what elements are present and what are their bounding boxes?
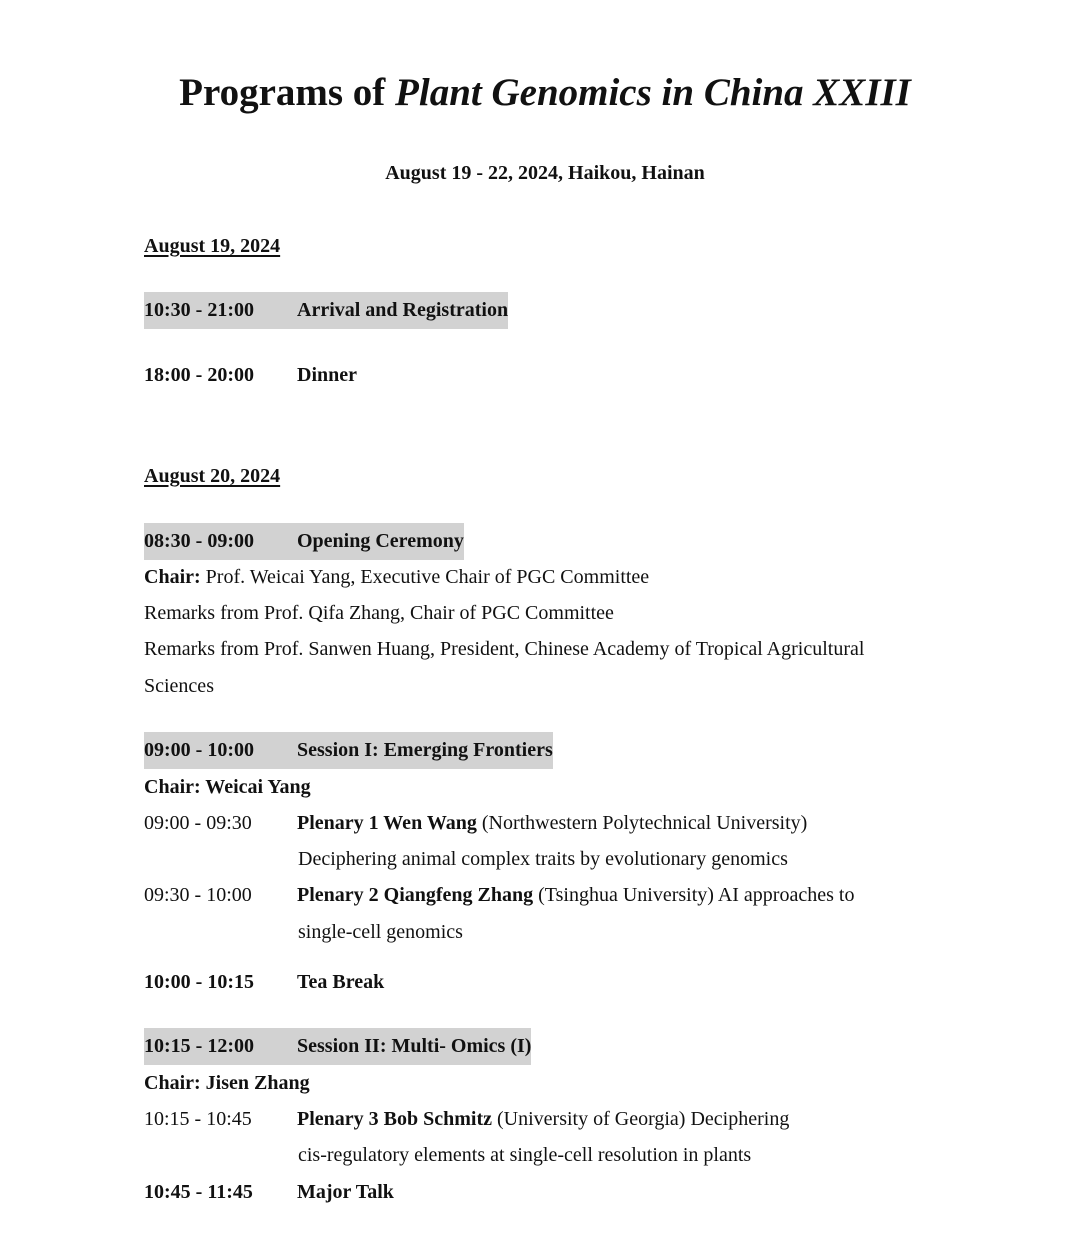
opening-remarks-2: Remarks from Prof. Sanwen Huang, President, Chinese Academy of Tropical Agricultural (144, 638, 865, 660)
talk-row-plenary1: 09:00 - 09:30 Plenary 1 Wen Wang (Northwestern Polytechnical University) (144, 812, 808, 834)
schedule-row-session1: 09:00 - 10:00 Session I: Emerging Frontiers (144, 739, 553, 762)
page-title: Programs of Plant Genomics in China XXIII (179, 71, 911, 114)
schedule-row-major-talk: 10:45 - 11:45 Major Talk (144, 1181, 394, 1203)
session1-chair: Chair: Weicai Yang (144, 776, 311, 798)
schedule-row-tea-break: 10:00 - 10:15 Tea Break (144, 971, 385, 993)
opening-remarks-2-cont: Sciences (144, 675, 214, 697)
schedule-row-session2: 10:15 - 12:00 Session II: Multi- Omics (I) (144, 1035, 531, 1058)
session2-chair: Chair: Jisen Zhang (144, 1072, 310, 1094)
talk-row-plenary2: 09:30 - 10:00 Plenary 2 Qiangfeng Zhang (Tsinghua University) AI approaches to (144, 884, 855, 906)
page-title-italic: Plant Genomics in China XXIII (395, 71, 911, 114)
opening-chair: Chair: Prof. Weicai Yang, Executive Chair of PGC Committee (144, 566, 650, 588)
schedule-row-opening: 08:30 - 09:00 Opening Ceremony (144, 530, 464, 553)
opening-remarks-1: Remarks from Prof. Qifa Zhang, Chair of PGC Committee (144, 602, 614, 624)
schedule-row-dinner: 18:00 - 20:00 Dinner (144, 364, 357, 386)
day1-date-heading: August 19, 2024 (144, 235, 281, 257)
talk-row-plenary3: 10:15 - 10:45 Plenary 3 Bob Schmitz (University of Georgia) Deciphering (144, 1108, 790, 1130)
talk-plenary3-title: cis-regulatory elements at single-cell resolution in plants (298, 1144, 752, 1166)
talk-plenary2-title: single-cell genomics (298, 921, 463, 943)
talk-plenary1-title: Deciphering animal complex traits by evolutionary genomics (298, 848, 788, 870)
day2-date-heading: August 20, 2024 (144, 465, 281, 487)
event-subtitle: August 19 - 22, 2024, Haikou, Hainan (385, 162, 705, 184)
schedule-row-registration: 10:30 - 21:00 Arrival and Registration (144, 299, 508, 322)
